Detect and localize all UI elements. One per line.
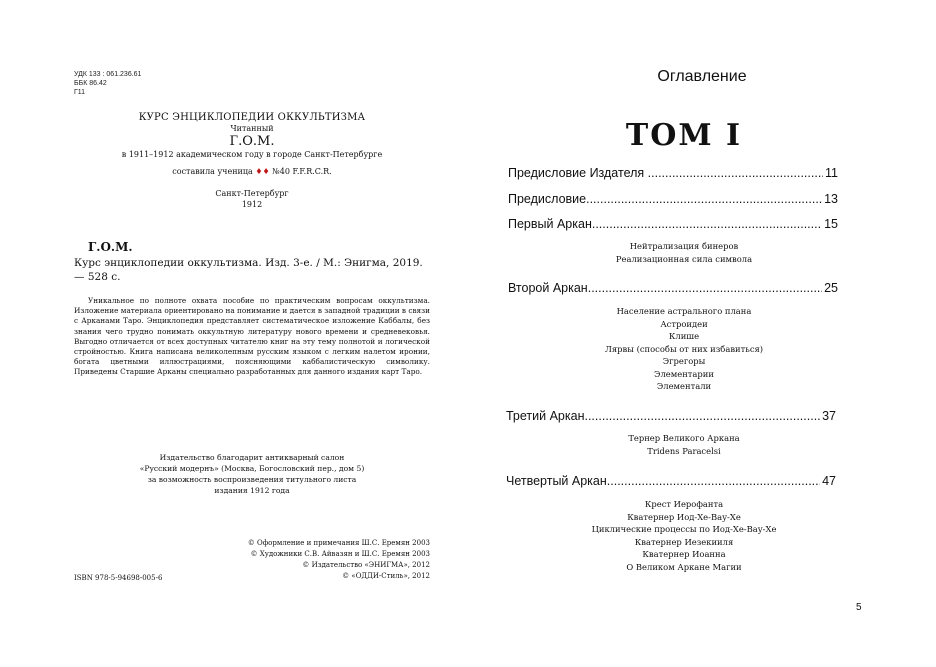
toc-entry-title: Первый Аркан	[508, 217, 592, 231]
toc-subentry[interactable]: Реализационная сила символа	[615, 253, 753, 264]
thanks-line: за возможность воспроизведения титульного листа	[147, 475, 357, 484]
toc-subentry[interactable]: Кватернер Иоанна	[642, 549, 726, 559]
isbn: ISBN 978-5-94698-005-6	[74, 574, 163, 582]
copyright-line: © «ОДДИ-Стиль», 2012	[342, 572, 430, 580]
toc-subsections	[468, 305, 900, 393]
toc-leader	[588, 281, 822, 295]
city-name: Санкт-Петербург	[215, 189, 289, 198]
city-year: 1912	[241, 200, 263, 209]
thanks-line: Издательство благодарит антикварный салон	[159, 453, 345, 462]
toc-subsections	[468, 240, 900, 265]
toc-leader	[586, 192, 822, 206]
toc-entry-page: 25	[824, 281, 838, 295]
biblio-description: Курс энциклопедии оккультизма. Изд. 3-е. / М.: Энигма, 2019. — 528 с.	[74, 257, 423, 283]
toc-entry-title: Третий Аркан	[506, 409, 585, 423]
toc-subentry[interactable]: Население астрального плана	[616, 306, 752, 316]
copyright-line: © Художники С.В. Айвазян и Ш.С. Еремян 2003	[250, 550, 430, 558]
toc-subentry[interactable]: Астроидеи	[660, 318, 708, 329]
toc-entry-title: Второй Аркан	[508, 281, 588, 295]
toc-leader	[607, 474, 820, 488]
toc-subsections	[468, 498, 900, 573]
copyright-line: © Оформление и примечания Ш.С. Еремян 2003	[247, 539, 430, 547]
page-number: 5	[856, 602, 862, 613]
toc-subentry[interactable]: Tridens Paracelsi	[647, 445, 721, 456]
thanks-block	[74, 452, 430, 496]
udk-block	[74, 70, 141, 97]
student-line	[74, 167, 430, 176]
toc-subentry[interactable]: Тернер Великого Аркана	[628, 433, 740, 443]
toc-leader	[658, 166, 823, 180]
right-page	[468, 0, 936, 667]
toc-subsections	[468, 432, 900, 457]
toc-entry-page: 37	[822, 409, 836, 423]
toc-entry[interactable]	[506, 474, 836, 488]
toc-entry-page: 11	[825, 166, 838, 180]
read-label: Читанный	[230, 124, 274, 133]
toc-entry[interactable]	[508, 217, 838, 231]
toc-subentry[interactable]: Эгрегоры	[662, 356, 706, 366]
toc-subentry[interactable]: О Великом Аркане Магии	[626, 561, 742, 572]
toc-subentry[interactable]: Крест Иерофанта	[644, 499, 724, 509]
toc-subentry[interactable]: Кватернер Иод-Хе-Вау-Хе	[627, 511, 741, 522]
thanks-line: «Русский модернъ» (Москва, Богословский пер., дом 5)	[139, 464, 365, 473]
toc-subentry[interactable]: Кватернер Иезекииля	[634, 536, 734, 547]
toc-subentry[interactable]: Циклические процессы по Иод-Хе-Вау-Хе	[591, 524, 777, 534]
toc-entry-title: Четвертый Аркан	[506, 474, 607, 488]
copyright-line: © Издательство «ЭНИГМА», 2012	[302, 561, 430, 569]
title-block	[74, 112, 430, 210]
toc-entry-title: Предисловие	[508, 192, 587, 206]
thanks-line: издания 1912 года	[214, 486, 290, 495]
abstract: Уникальное по полноте охвата пособие по практическим вопросам оккультизма. Изложение материала ориентировано на понимание и дается в западной традиции в связи с Арканами Таро. Энциклопедия представляет систематическое изложение Каббалы, без знания чего трудно понимать оккультную литературу нового времени и средневековья. Выгодно отличается от всех доступных читателю книг на эту тему полнотой и логической стройностью. Книга написана великолепным русским языком с легким налетом иронии, богата цветными иллюстрациями, поясняющими каббалистическую символику. Приведены Старшие Арканы специально разработанных для данного издания карт Таро.	[74, 296, 430, 377]
year-line: в 1911–1912 академическом году в городе Санкт-Петербурге	[121, 150, 383, 159]
volume-title: ТОМ I	[625, 118, 743, 153]
course-title: КУРС ЭНЦИКЛОПЕДИИ ОККУЛЬТИЗМА	[138, 112, 366, 123]
toc-entry[interactable]	[508, 192, 838, 206]
bibliographic-entry	[74, 240, 434, 284]
toc-subentry[interactable]: Элементали	[656, 381, 712, 391]
toc-leader	[584, 409, 820, 423]
toc-entry-title: Предисловие Издателя ...	[508, 166, 659, 180]
toc-heading: Оглавление	[657, 68, 747, 85]
diamond-icon: ♦♦	[255, 167, 270, 176]
copyright-block	[200, 538, 430, 582]
toc-subentry[interactable]: Элементарии	[654, 368, 714, 379]
student-before: составила ученица	[172, 167, 253, 176]
city-block	[74, 188, 430, 210]
bbk-line: ББК 86.42	[74, 80, 107, 87]
author-title: Г.О.М.	[229, 134, 275, 149]
toc-entry-page: 15	[824, 217, 838, 231]
toc-leader	[592, 217, 822, 231]
toc-subentry[interactable]: Нейтрализация бинеров	[629, 241, 739, 251]
udk-line: УДК 133 : 061.236.61	[74, 71, 142, 78]
student-after: №40 F.F.R.C.R.	[272, 167, 332, 176]
toc-entry[interactable]	[508, 166, 838, 180]
author-mark-line: Г11	[74, 89, 86, 96]
toc-entry[interactable]	[506, 409, 836, 423]
toc-entry-page: 13	[824, 192, 838, 206]
toc-entry[interactable]	[508, 281, 838, 295]
toc-subentry[interactable]: Клише	[668, 331, 700, 341]
toc-entry-page: 47	[822, 474, 836, 488]
toc-subentry[interactable]: Лярвы (способы от них избавиться)	[604, 343, 764, 354]
biblio-author: Г.О.М.	[88, 240, 133, 254]
